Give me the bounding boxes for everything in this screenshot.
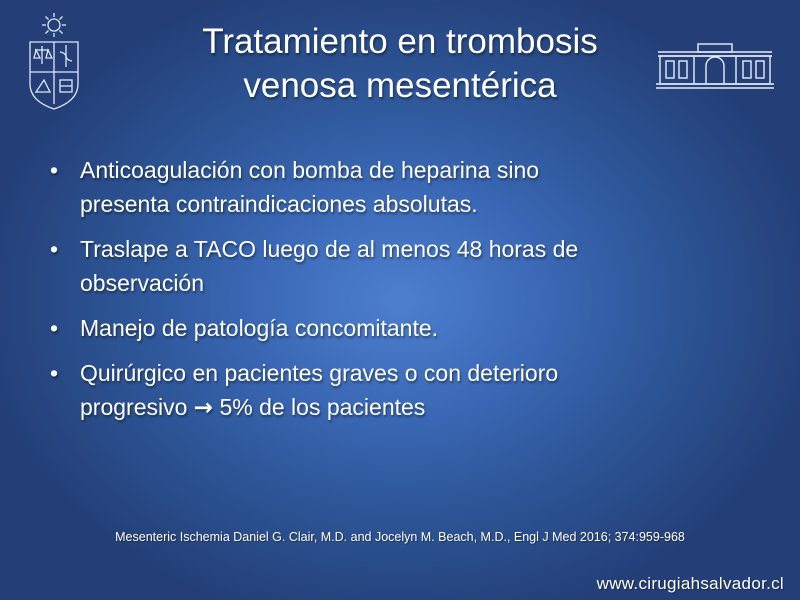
bullet-line: progresivo bbox=[80, 394, 188, 420]
slide-title bbox=[120, 20, 680, 108]
title-line-2: venosa mesentérica bbox=[243, 66, 557, 105]
bullet-line: Traslape a TACO luego de al menos 48 horas de bbox=[80, 236, 579, 262]
bullet-line: Manejo de patología concomitante. bbox=[80, 315, 439, 341]
bullet-list bbox=[48, 153, 748, 436]
bullet-marker: • bbox=[50, 315, 59, 341]
reference-citation: Mesenteric Ischemia Daniel G. Clair, M.D. and Jocelyn M. Beach, M.D., Engl J Med 2016; 374:959-968 bbox=[115, 530, 685, 544]
bullet-item-anticoagulation bbox=[48, 153, 748, 221]
bullet-line: presenta contraindicaciones absolutas. bbox=[80, 191, 478, 217]
bullet-item-surgery bbox=[48, 356, 748, 425]
bullet-suffix: 5% de los pacientes bbox=[219, 394, 426, 420]
bullet-line: Quirúrgico en pacientes graves o con deterioro bbox=[80, 360, 559, 386]
university-crest-icon bbox=[26, 12, 82, 110]
bullet-marker: • bbox=[50, 360, 59, 386]
bullet-line: observación bbox=[80, 270, 205, 296]
bullet-line: Anticoagulación con bomba de heparina sino bbox=[80, 157, 540, 183]
bullet-item-taco bbox=[48, 232, 748, 300]
title-line-1: Tratamiento en trombosis bbox=[202, 22, 598, 61]
bullet-marker: • bbox=[50, 236, 59, 262]
right-arrow-icon: → bbox=[193, 395, 214, 421]
website-url: www.cirugiahsalvador.cl bbox=[596, 574, 784, 593]
bullet-marker: • bbox=[50, 157, 59, 183]
bullet-line-with-arrow bbox=[80, 390, 748, 425]
bullet-item-comorbidity bbox=[48, 311, 748, 345]
